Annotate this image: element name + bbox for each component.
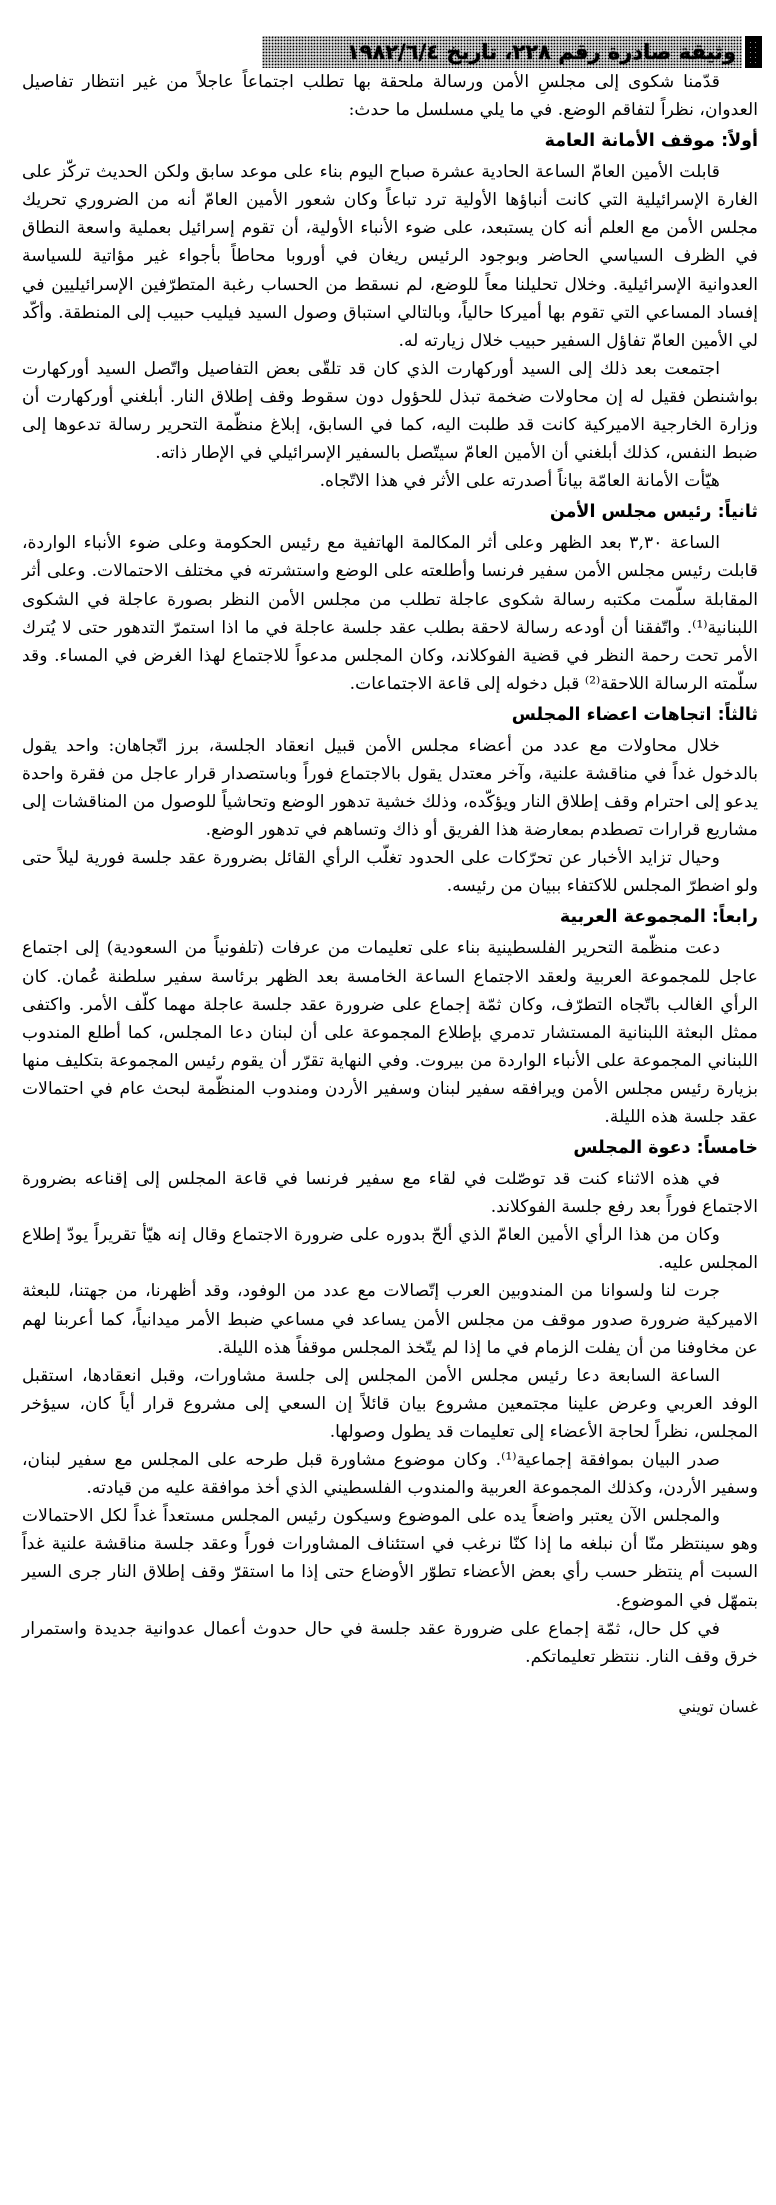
- paragraph: خلال محاولات مع عدد من أعضاء مجلس الأمن قبيل انعقاد الجلسة، برز اتّجاهان: واحد يقول بالدخول غداً في مناقشة علنية، وآخر معتدل يقول بالاجتماع فوراً وباستصدار قرار عاجل من فقرة واحدة يدعو إلى احترام وقف إطلاق النار ويؤكّده، وذلك خشية تدهور الوضع وتحاشياً للوصول من المناقشات إلى مشاريع قرارات تصطدم بمعارضة هذا الفريق أو ذاك وتساهم في تدهور الوضع.: [22, 735, 758, 841]
- section-heading-council-president: ثانياً: رئيس مجلس الأمن: [549, 502, 758, 523]
- paragraph: جرت لنا ولسوانا من المندوبين العرب إتّصالات مع عدد من الوفود، وقد أظهرنا، من جهتنا، للبعثة الاميركية ضرورة صدور موقف من مجلس الأمن يساعد في مساعي ضبط الأمر ميدانياً، كما أعربنا لهم عن مخاوفنا من أن يفلت الزمام في ما إذا لم يتّخذ المجلس موقفاً هذه الليلة.: [22, 1281, 758, 1358]
- document-header: [262, 36, 762, 68]
- paragraph: وكان من هذا الرأي الأمين العامّ الذي ألحّ بدوره على ضرورة الاجتماع وقال إنه هيّأ تقريراً يودّ إطلاع المجلس عليه.: [22, 1225, 758, 1274]
- paragraph: قابلت الأمين العامّ الساعة الحادية عشرة صباح اليوم بناء على موعد سابق ولكن الحديث تركّز على الغارة الإسرائيلية التي كانت أنباؤها الأولية ترد تباعاً وكان شعور الأمين العامّ أنه من الضروري تحريك مجلس الأمن مع العلم أنه كان يستبعد، على ضوء الأنباء الأولية، أن تقوم إسرائيل بعملية واسعة النطاق في الظرف السياسي الحاضر وبوجود الرئيس ريغان في أوروبا محاطاً بأجواء غير مؤاتية للسياسة العدوانية الإسرائيلية. وخلال تحليلنا معاً للوضع، لم نسقط من الحساب رغبة المتطرّفين الإسرائيليين في إفساد المساعي التي تقوم بها أميركا حالياً، وبالتالي استباق وصول السيد فيليب حبيب إلى المنطقة. وأكّد لي الأمين العامّ تفاؤل السفير حبيب خلال زيارته له.: [22, 162, 758, 351]
- signature: غسان تويني: [678, 1696, 758, 1716]
- header-title-box: [262, 36, 742, 68]
- section-heading-member-trends: ثالثاً: اتجاهات اعضاء المجلس: [511, 704, 758, 725]
- document-page: [22, 36, 758, 1721]
- paragraph: صدر البيان بموافقة إجماعية⁽¹⁾. وكان موضوع مشاورة قبل طرحه على المجلس مع سفير لبنان، وسفير الأردن، وكذلك المجموعة العربية والمندوب الفلسطيني الذي أخذ موافقة عليه من قيادته.: [22, 1450, 758, 1499]
- document-title: وثيقة صادرة رقم ٢٢٨، تاريخ ١٩٨٢/٦/٤: [346, 40, 736, 64]
- paragraph: وحيال تزايد الأخبار عن تحرّكات على الحدود تغلّب الرأي القائل بضرورة عقد جلسة فورية ليلاً حتى ولو اضطرّ المجلس للاكتفاء ببيان من رئيسه.: [22, 848, 758, 897]
- section-heading-arab-group: رابعاً: المجموعة العربية: [559, 907, 758, 928]
- paragraph: اجتمعت بعد ذلك إلى السيد أوركهارت الذي كان قد تلقّى بعض التفاصيل واتّصل السيد أوركهارت بواشنطن فقيل له إن محاولات ضخمة تبذل للحؤول دون سقوط وقف إطلاق النار. أبلغني أوركهارت أن وزارة الخارجية الاميركية كانت قد طلبت اليه، كما في السابق، إبلاغ منظّمة التحرير رسالة تدعوها إلى ضبط النفس، كذلك أبلغني أن الأمين العامّ سيتّصل بالسفير الإسرائيلي في الإطار ذاته.: [22, 358, 758, 464]
- paragraph: في هذه الاثناء كنت قد توصّلت في لقاء مع سفير فرنسا في قاعة المجلس إلى إقناعه بضرورة الاجتماع فوراً بعد رفع جلسة الفوكلاند.: [22, 1169, 758, 1218]
- paragraph: الساعة ٣,٣٠ بعد الظهر وعلى أثر المكالمة الهاتفية مع رئيس الحكومة وعلى ضوء الأنباء الواردة، قابلت رئيس مجلس الأمن سفير فرنسا وأطلعته على الوضع واستشرته في مختلف الاحتمالات. وعلى أثر المقابلة سلّمت مكتبه رسالة شكوى عاجلة تطلب من مجلس الأمن النظر بصورة عاجلة في الشكوى اللبنانية⁽¹⁾. واتّفقنا أن أودعه رسالة لاحقة بطلب عقد جلسة عاجلة في ما اذا استمرّ التدهور حتى لا يُترك الأمر تحت رحمة النظر في قضية الفوكلاند، وكان المجلس مدعواً للاجتماع لهذا الغرض في المساء. وقد سلّمته الرسالة اللاحقة⁽²⁾ قبل دخوله إلى قاعة الاجتماعات.: [22, 533, 758, 694]
- header-marker-block: [745, 36, 762, 68]
- paragraph: دعت منظّمة التحرير الفلسطينية بناء على تعليمات من عرفات (تلفونياً من السعودية) إلى اجتماع عاجل للمجموعة العربية ولعقد الاجتماع الساعة الخامسة بعد الظهر برئاسة سفير سلطنة عُمان. كان الرأي الغالب باتّجاه التطرّف، وكان ثمّة إجماع على ضرورة عقد جلسة عاجلة مهما كلّف الأمر. واكتفى ممثل البعثة اللبنانية المستشار تدمري بإطلاع المجموعة على أن لبنان دعا المجلس، كما أطلع المندوب اللبناني المجموعة على الأنباء الواردة من بيروت. وفي النهاية تقرّر أن يقوم رئيس المجموعة بتكليف منها بزيارة رئيس مجلس الأمن ويرافقه سفير لبنان وسفير الأردن ومندوب المنظّمة لبحث عام في احتمالات عقد جلسة هذه الليلة.: [22, 938, 758, 1127]
- paragraph: والمجلس الآن يعتبر واضعاً يده على الموضوع وسيكون رئيس المجلس مستعداً غداً لكل الاحتمالات وهو سينتظر منّا أن نبلغه ما إذا كنّا نرغب في استئناف المشاورات فوراً وعقد جلسة مناقشة علنية غداً السبت أم ينتظر حسب رأي بعض الأعضاء تطوّر الأوضاع حتى إذا ما استقرّ وقف إطلاق النار جرى السير بتمهّل في الموضوع.: [22, 1506, 758, 1611]
- section-heading-general-secretariat: أولاً: موقف الأمانة العامة: [544, 131, 758, 152]
- intro-paragraph: قدّمنا شكوى إلى مجلسِ الأمن ورسالة ملحقة بها تطلب اجتماعاً عاجلاً من غير انتظار تفاصيل العدوان، نظراً لتفاقم الوضع. في ما يلي مسلسل ما حدث:: [22, 72, 758, 121]
- paragraph: في كل حال، ثمّة إجماع على ضرورة عقد جلسة في حال حدوث أعمال عدوانية جديدة واستمرار خرق وقف النار. ننتظر تعليماتكم.: [22, 1618, 758, 1667]
- paragraph: هيّأت الأمانة العامّة بياناً أصدرته على الأثر في هذا الاتّجاه.: [319, 471, 720, 492]
- section-heading-council-call: خامساً: دعوة المجلس: [573, 1138, 758, 1159]
- paragraph: الساعة السابعة دعا رئيس مجلس الأمن المجلس إلى جلسة مشاورات، وقبل انعقادها، استقبل الوفد العربي وعرض علينا مجتمعين مشروع بيان قائلاً إن السعي إلى مشروع قرار أياً كان، سيؤخر المجلس، نظراً لحاجة الأعضاء إلى تعليمات قد يطول وصولها.: [22, 1365, 758, 1442]
